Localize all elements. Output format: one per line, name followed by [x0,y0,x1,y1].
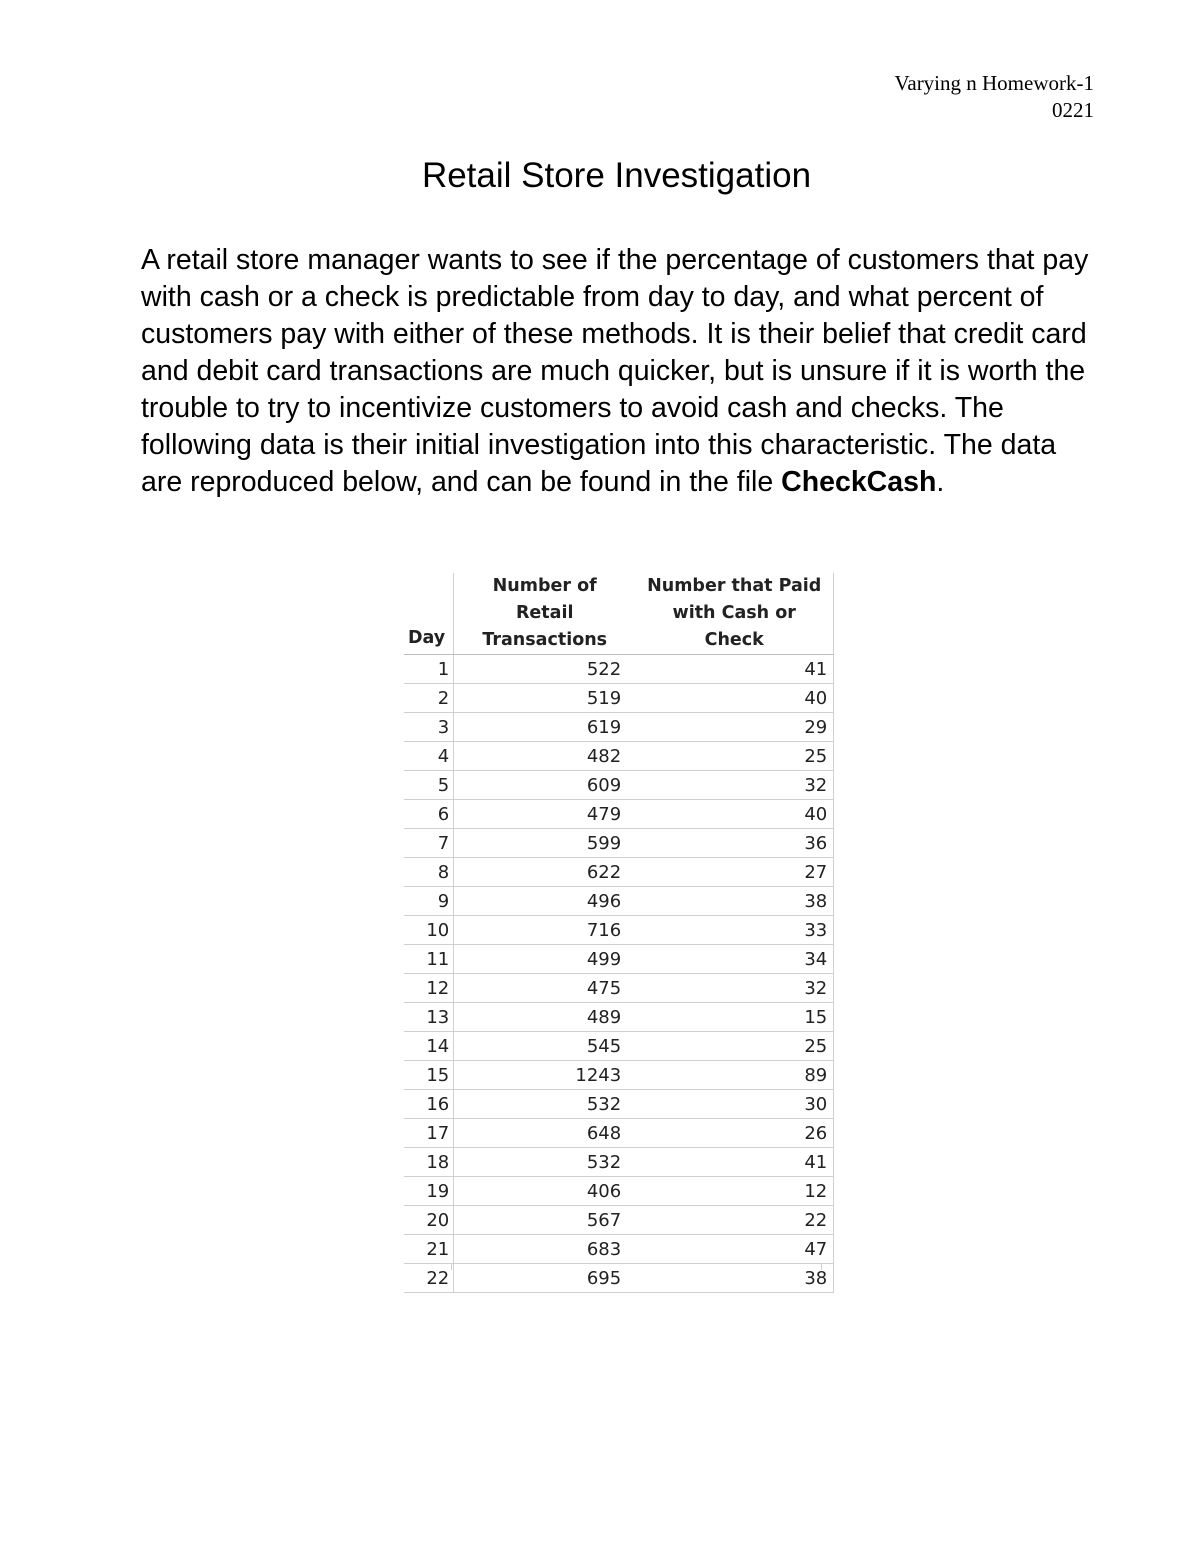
table-row [404,974,834,1003]
cell-day: 2 [404,684,454,713]
table-row [404,1061,834,1090]
table-row [404,713,834,742]
header-code: 0221 [1052,98,1094,122]
cell-cash-check: 22 [635,1206,834,1235]
cell-day: 13 [404,1003,454,1032]
cell-cash-check: 15 [635,1003,834,1032]
cell-cash-check: 25 [635,742,834,771]
cell-transactions: 519 [454,684,636,713]
cell-day: 14 [404,1032,454,1061]
cell-day: 6 [404,800,454,829]
header-transactions-line2: Transactions [482,630,608,650]
cell-day: 17 [404,1119,454,1148]
cell-day: 12 [404,974,454,1003]
header-transactions [454,573,636,655]
table-row [404,1090,834,1119]
cell-transactions: 619 [454,713,636,742]
table-row [404,1177,834,1206]
cell-cash-check: 26 [635,1119,834,1148]
cell-transactions: 716 [454,916,636,945]
cell-day: 18 [404,1148,454,1177]
cell-transactions: 522 [454,655,636,684]
cell-transactions: 648 [454,1119,636,1148]
intro-text: A retail store manager wants to see if the percentage of customers that pay with cash or a check is predictable from day to day, and what percent of customers pay with either of these methods. It is their belief that credit card and debit card transactions are much quicker, but is unsure if it is worth the trouble to try to incentivize customers to avoid cash and checks. The following data is their initial investigation into this characteristic. The data are reproduced below, and can be found in the file [141,244,1089,498]
cell-day: 20 [404,1206,454,1235]
table-row [404,655,834,684]
table-row [404,684,834,713]
cell-cash-check: 40 [635,800,834,829]
cell-cash-check: 27 [635,858,834,887]
table-row [404,1032,834,1061]
file-name: CheckCash [781,466,937,498]
cell-day: 10 [404,916,454,945]
cell-transactions: 532 [454,1148,636,1177]
cell-cash-check: 41 [635,1148,834,1177]
cell-day: 3 [404,713,454,742]
table-row [404,1003,834,1032]
cell-day: 7 [404,829,454,858]
cell-cash-check: 40 [635,684,834,713]
cell-cash-check: 47 [635,1235,834,1264]
cell-day: 8 [404,858,454,887]
intro-paragraph [141,242,1101,501]
cell-day: 1 [404,655,454,684]
table-row [404,1119,834,1148]
cell-transactions: 567 [454,1206,636,1235]
table-row [404,1235,834,1264]
cell-day: 5 [404,771,454,800]
table-row [404,771,834,800]
table-row [404,800,834,829]
cell-cash-check: 29 [635,713,834,742]
cell-day: 11 [404,945,454,974]
cell-transactions: 622 [454,858,636,887]
cell-day: 16 [404,1090,454,1119]
cell-transactions: 695 [454,1264,636,1293]
table-row [404,1206,834,1235]
cell-cash-check: 32 [635,974,834,1003]
cell-cash-check: 36 [635,829,834,858]
cell-transactions: 496 [454,887,636,916]
table-body [404,655,834,1293]
header-transactions-line1: Number of Retail [492,576,597,623]
cell-transactions: 683 [454,1235,636,1264]
cell-cash-check: 32 [635,771,834,800]
header-cash-check-line1: Number that Paid [647,576,822,596]
cell-cash-check: 12 [635,1177,834,1206]
cell-day: 22 [404,1264,454,1293]
cell-cash-check: 25 [635,1032,834,1061]
table-header-row [404,573,834,655]
data-table [404,573,834,1293]
cell-cash-check: 33 [635,916,834,945]
cell-day: 4 [404,742,454,771]
cell-cash-check: 30 [635,1090,834,1119]
cell-transactions: 1243 [454,1061,636,1090]
cell-transactions: 475 [454,974,636,1003]
cell-transactions: 599 [454,829,636,858]
cell-cash-check: 38 [635,887,834,916]
cell-transactions: 499 [454,945,636,974]
cell-transactions: 532 [454,1090,636,1119]
table-row [404,1148,834,1177]
cell-cash-check: 34 [635,945,834,974]
table-row [404,887,834,916]
cell-transactions: 609 [454,771,636,800]
cell-day: 21 [404,1235,454,1264]
cell-cash-check: 89 [635,1061,834,1090]
page-header [895,70,1094,124]
cell-day: 9 [404,887,454,916]
page-title: Retail Store Investigation [421,156,812,195]
cell-day: 15 [404,1061,454,1090]
cell-transactions: 545 [454,1032,636,1061]
cell-transactions: 406 [454,1177,636,1206]
table-row [404,916,834,945]
table-row [404,829,834,858]
table-row [404,858,834,887]
intro-text-end: . [936,466,945,498]
header-cash-check-line2: with Cash or Check [672,603,796,650]
table-row [404,742,834,771]
cell-transactions: 479 [454,800,636,829]
cell-cash-check: 38 [635,1264,834,1293]
cell-day: 19 [404,1177,454,1206]
cell-cash-check: 41 [635,655,834,684]
table-bottom-edge [451,1264,822,1270]
table-row [404,945,834,974]
header-course-label: Varying n Homework-1 [894,71,1094,95]
header-cash-check [635,573,834,655]
cell-transactions: 489 [454,1003,636,1032]
cell-transactions: 482 [454,742,636,771]
header-day: Day [404,573,454,655]
